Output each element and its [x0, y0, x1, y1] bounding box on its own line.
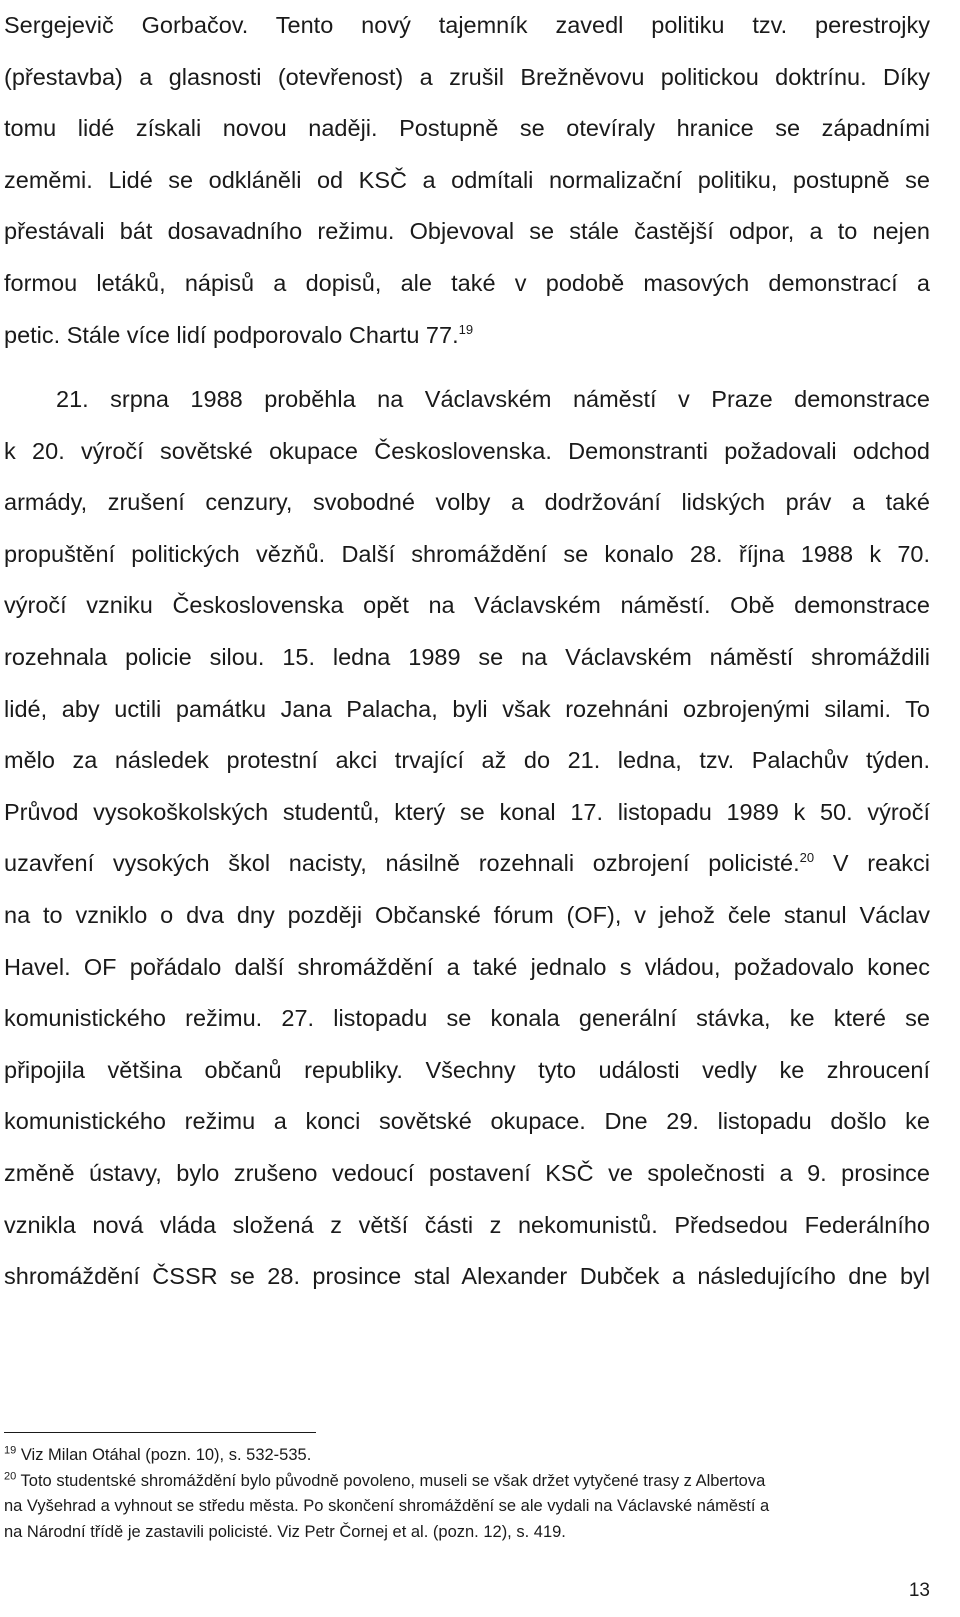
text-line: formou letáků, nápisů a dopisů, ale také v podobě masových demonstrací a: [4, 269, 930, 296]
footnote-number: 19: [4, 1444, 17, 1457]
footnote-text: na Národní třídě je zastavili policisté. Viz Petr Čornej et al. (pozn. 12), s. 419.: [4, 1522, 566, 1541]
text-line: Sergejevič Gorbačov. Tento nový tajemník zavedl politiku tzv. perestrojky: [4, 12, 930, 38]
footnote-number: 20: [4, 1470, 17, 1482]
text-line: tomu lidé získali novou naději. Postupně se otevíraly hranice se západními: [4, 115, 930, 142]
text-line: na to vzniklo o dva dny později Občanské fórum (OF), v jehož čele stanul Václav: [4, 901, 930, 928]
text-line-with-footnote: [4, 838, 930, 890]
footnote-separator: [4, 1432, 316, 1433]
footnote-text: na Vyšehrad a vyhnout se středu města. Po skončení shromáždění se ale vydali na Václavské náměstí a: [4, 1497, 770, 1515]
text-line: změně ústavy, bylo zrušeno vedoucí postavení KSČ ve společnosti a 9. prosince: [4, 1159, 930, 1186]
footnote-reference-20[interactable]: 20: [799, 850, 815, 866]
text-line: shromáždění ČSSR se 28. prosince stal Alexander Dubček a následujícího dne byl: [4, 1263, 930, 1290]
paragraph-demonstrations: [4, 374, 930, 1303]
text-line-content: uzavření vysokých škol nacisty, násilně rozehnali ozbrojení policisté.: [4, 850, 800, 877]
text-line: komunistického režimu a konci sovětské okupace. Dne 29. listopadu došlo ke: [4, 1108, 930, 1135]
footnote-20: [4, 1469, 930, 1546]
footnote-reference-19[interactable]: 19: [458, 321, 474, 337]
text-line: propuštění politických vězňů. Další shromáždění se konalo 28. října 1988 k 70.: [4, 540, 930, 567]
text-line: Průvod vysokoškolských studentů, který se konal 17. listopadu 1989 k 50. výročí: [4, 798, 930, 825]
page-number: 13: [908, 1580, 930, 1601]
footnote-text: Viz Milan Otáhal (pozn. 10), s. 532-535.: [20, 1446, 312, 1464]
text-line: komunistického režimu. 27. listopadu se konala generální stávka, ke které se: [4, 1005, 930, 1032]
text-line: zeměmi. Lidé se odkláněli od KSČ a odmítali normalizační politiku, postupně se: [4, 166, 930, 193]
text-line: armády, zrušení cenzury, svobodné volby a dodržování lidských práv a také: [4, 489, 930, 516]
footnotes-section: [4, 1443, 930, 1545]
text-line: 21. srpna 1988 proběhla na Václavském náměstí v Praze demonstrace: [56, 386, 930, 412]
text-line: přestávali bát dosavadního režimu. Objevoval se stále častější odpor, a to nejen: [4, 218, 930, 245]
text-line: lidé, aby uctili památku Jana Palacha, byli však rozehnáni ozbrojenými silami. To: [4, 695, 930, 722]
paragraph-perestroika: [4, 0, 930, 361]
text-line: Havel. OF pořádalo další shromáždění a také jednalo s vládou, požadovalo konec: [4, 953, 930, 980]
footnote-text: Toto studentské shromáždění bylo původně povoleno, museli se však držet vytyčené trasy z Albertova: [20, 1471, 766, 1490]
text-line: připojila většina občanů republiky. Všechny tyto události vedly ke zhroucení: [4, 1056, 930, 1083]
footnote-19: [4, 1443, 930, 1469]
text-line: rozehnala policie silou. 15. ledna 1989 se na Václavském náměstí shromáždili: [4, 643, 930, 670]
text-line: vznikla nová vláda složená z větší části z nekomunistů. Předsedou Federálního: [4, 1211, 930, 1238]
text-line-content: petic. Stále více lidí podporovalo Chartu 77.: [4, 321, 459, 348]
text-line: (přestavba) a glasnosti (otevřenost) a zrušil Brežněvovu politickou doktrínu. Díky: [4, 63, 930, 90]
text-line: výročí vzniku Československa opět na Václavském náměstí. Obě demonstrace: [4, 592, 930, 619]
text-line-last: [4, 310, 930, 362]
text-line: k 20. výročí sovětské okupace Československa. Demonstranti požadovali odchod: [4, 437, 930, 464]
text-line-content: V reakci: [814, 850, 930, 877]
text-line: mělo za následek protestní akci trvající až do 21. ledna, tzv. Palachův týden.: [4, 747, 930, 774]
